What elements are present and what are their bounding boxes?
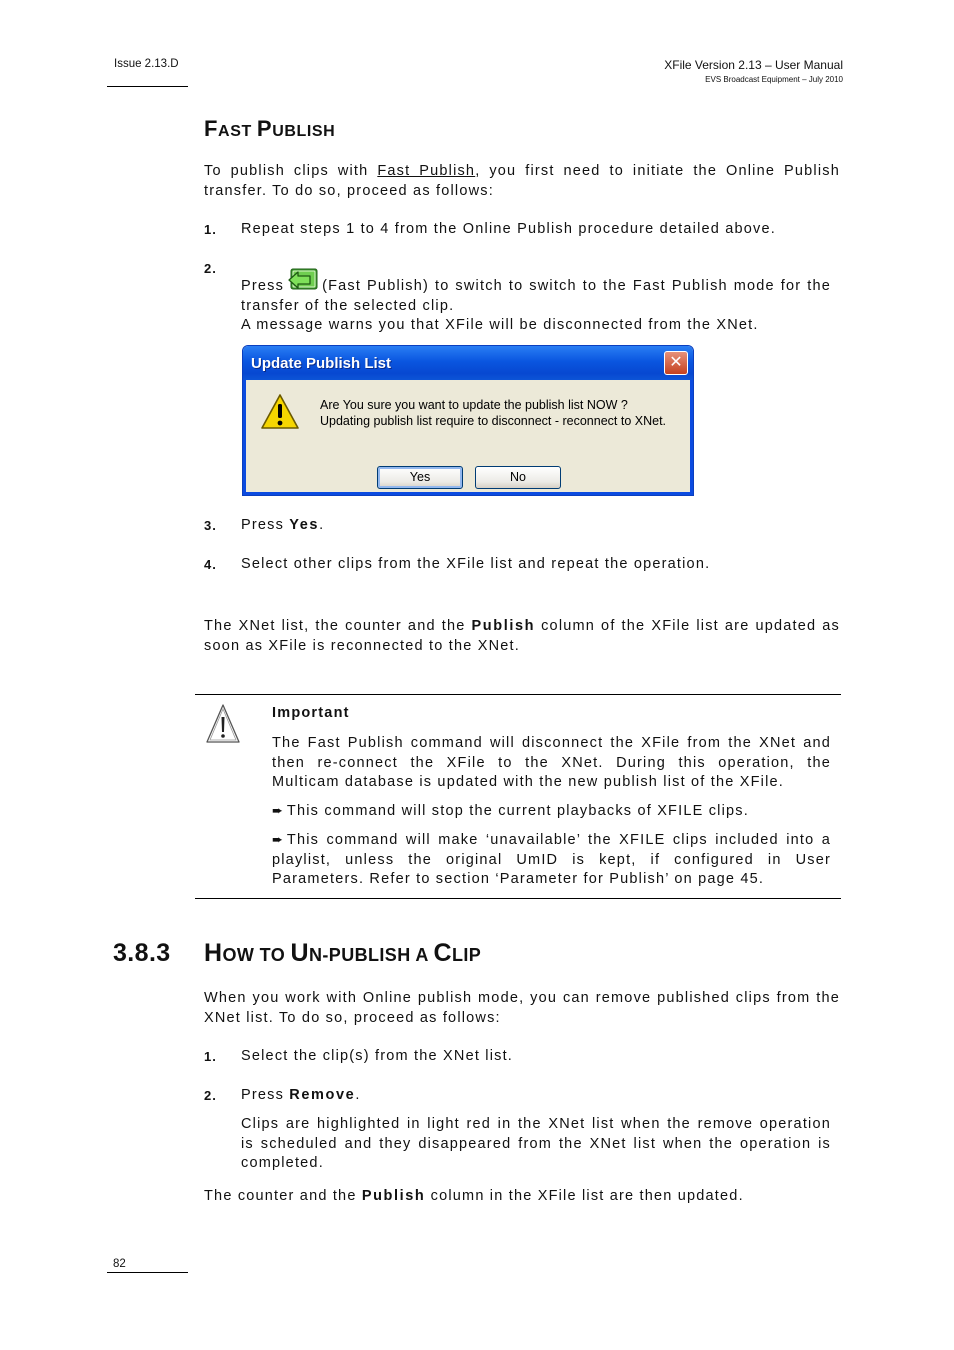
fast-publish-result: The XNet list, the counter and the Publish column of the XFile list are updated as soon as XFile is reconnected to the XNet. [204, 618, 840, 654]
unpublish-result: The counter and the Publish column in the XFile list are then updated. [204, 1188, 744, 1204]
important-top-rule [195, 694, 841, 695]
close-icon[interactable]: ✕ [664, 351, 688, 375]
step-text: Press (Fast Publish) to switch to switch to the Fast Publish mode for the transfer of the selected clip. [241, 268, 831, 316]
dialog-body [243, 380, 693, 495]
section-number: 3.8.3 [113, 939, 171, 967]
step-number: 1. [204, 222, 217, 237]
page-number: 82 [113, 1258, 126, 1270]
important-title: Important [272, 705, 350, 721]
header-publisher: EVS Broadcast Equipment – July 2010 [705, 75, 843, 84]
step-number: 2. [204, 261, 217, 276]
header-doc-title [664, 58, 843, 84]
step-text: Select other clips from the XFile list and repeat the operation. [241, 556, 711, 572]
dialog-title: Update Publish List [243, 346, 693, 380]
yes-button[interactable]: Yes [377, 466, 463, 489]
important-paragraph: The Fast Publish command will disconnect the XFile from the XNet and then re-connect the XFile to the XNet. During this operation, the Multicam database is updated with the new publish list of the XFile. [272, 735, 831, 790]
dialog-message-line: Are You sure you want to update the publish list NOW ? [320, 398, 628, 412]
header-issue: Issue 2.13.D [114, 58, 179, 70]
dialog-message [320, 397, 666, 429]
step-number: 1. [204, 1049, 217, 1064]
unpublish-intro: When you work with Online publish mode, you can remove published clips from the XNet list. To do so, proceed as follows: [204, 990, 840, 1026]
arrow-icon: ➨ [272, 803, 283, 818]
update-publish-list-dialog [242, 345, 694, 496]
important-bullet: ➨ This command will make ‘unavailable’ the XFILE clips included into a playlist, unless the original UmID is kept, if configured in User Parameters. Refer to section ‘Parameter for Publish’ on page 45. [272, 832, 831, 887]
dialog-message-line: Updating publish list require to disconnect - reconnect to XNet. [320, 414, 667, 428]
step-text: Press Yes. [241, 517, 325, 533]
arrow-icon: ➨ [272, 832, 283, 847]
step-note: A message warns you that XFile will be disconnected from the XNet. [241, 317, 759, 333]
warning-icon [260, 393, 300, 431]
important-bottom-rule [195, 898, 841, 899]
footer-rule [107, 1272, 188, 1273]
step-note: Clips are highlighted in light red in the XNet list when the remove operation is scheduled and they disappeared from the XNet list when the operation is completed. [241, 1116, 831, 1171]
step-text: Repeat steps 1 to 4 from the Online Publish procedure detailed above. [241, 221, 776, 237]
header-rule [107, 86, 188, 87]
step-text: Select the clip(s) from the XNet list. [241, 1048, 514, 1064]
heading-unpublish: 3.8.3 HOW TO UN-PUBLISH A CLIP [113, 939, 482, 967]
fast-publish-icon [288, 268, 318, 292]
step-number: 2. [204, 1088, 217, 1103]
no-button[interactable]: No [475, 466, 561, 489]
heading-fast-publish: FAST PUBLISH [204, 116, 336, 141]
fast-publish-intro: To publish clips with Fast Publish, you first need to initiate the Online Publish transfer. To do so, proceed as follows: [204, 163, 840, 199]
caution-icon [205, 703, 241, 745]
step-number: 3. [204, 518, 217, 533]
important-bullet: ➨ This command will stop the current playbacks of XFILE clips. [272, 803, 749, 819]
step-number: 4. [204, 557, 217, 572]
step-text: Press Remove. [241, 1087, 361, 1103]
fast-publish-link[interactable]: Fast Publish [377, 163, 476, 179]
header-manual-title: XFile Version 2.13 – User Manual [664, 58, 843, 72]
